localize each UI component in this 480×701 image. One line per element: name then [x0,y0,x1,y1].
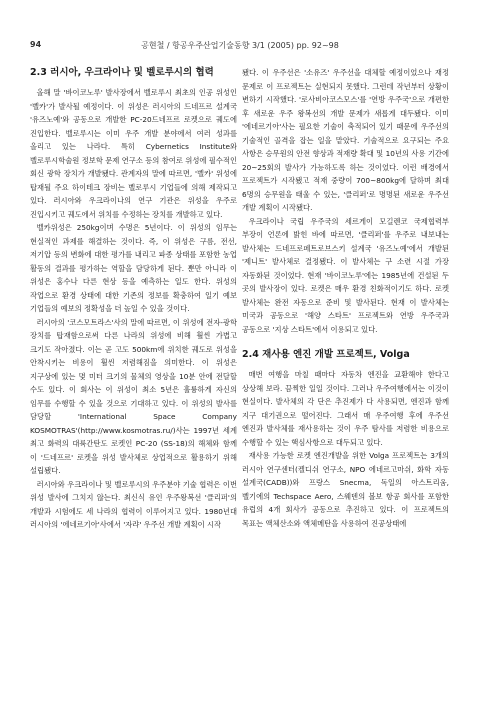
section-heading-2-4: 2.4 재사용 엔진 개발 프로젝트, Volga [242,349,410,360]
left-column [30,66,237,532]
body-paragraph: 우크라이나 국립 우주국의 세르게이 모길렌코 국제협력부 부장이 언론에 밝힌 바에 따르면, '클리퍼'를 우주로 내보내는 발사체는 드네프로페트로브스키 설계국 '유즈노예'에서 개발된 '제니트' 발사체로 결정됐다. 이 발사체는 구 소련 시절 가장 자동화된 것이었다. 현재 '바이코노루'에는 1985년에 건설된 두 곳의 발사장이 있다. 로켓은 매우 환경 친화적이기도 하다. 로켓 발사체는 완전 자동으로 준비 및 발사된다. 현재 이 발사체는 미국과 공동으로 '해양 스타트' 프로젝트와 연방 우주국과 공동으로 '지상 스타트'에서 이용되고 있다. [242,216,449,334]
running-title: 공현철 / 항공우주산업기술동향 3/1 (2005) pp. 92~98 [141,41,339,50]
section-heading-2-3: 2.3 러시아, 우크라이나 및 벨로루시의 협력 [30,67,214,78]
page-number: 94 [30,40,42,49]
body-paragraph: 재사용 가능한 로켓 엔진개발을 위한 Volga 프로젝트는 3개의 러시아 연구센터(켈디쉬 연구소, NPO 에네르고마쉬, 화학 자동 설계국(CADB))와 프랑스 Snecma, 독일의 아스트리움, 벨기에의 Techspace Aero, 스웨덴의 볼보 항공 회사를 포함한 유럽의 4개 회사가 공동으로 추진하고 있다. 이 프로젝트의 목표는 액체산소와 액체메탄을 사용하여 진공상태에 [242,451,449,528]
body-paragraph: 올해 말 '바이코노루' 발사장에서 벨로루시 최초의 인공 위성인 '벨카'가 발사될 예정이다. 이 위성은 러시아의 드네프르 설계국 '유즈노예'와 공동으로 개발한 PC-20드네프르 로켓으로 궤도에 진입한다. 벨로루시는 이미 우주 개발 분야에서 여러 성과를 올리고 있는 나라다. 특히 Cybernetics Institute와 벨로루시학술원 정보학 문제 연구소 등의 참여로 위성에 필수적인 회신 광학 장치가 개발됐다. 관계자의 말에 따르면, '벨카' 위성에 탑재될 주요 하이테크 장비는 벨로루시 기업들에 의해 제작되고 있다. 러시아와 우크라이나의 연구 기관은 위성을 우주로 진입시키고 궤도에서 위치를 수정하는 장치를 개발하고 있다. [30,88,237,219]
body-paragraph: 러시아와 우크라이나 및 벨로루시의 우주분야 기술 협력은 이번 위성 발사에 그치지 않는다. 최신식 유인 우주왕복선 '클리퍼'의 개발과 시험에도 세 나라의 협력이 이루어지고 있다. 1980년대 러시아의 '에네르기아'사에서 '자랴' 우주선 개발 계획이 시작 [30,479,237,529]
page-header [30,40,450,52]
body-paragraph: 매번 여행을 마칠 때마다 자동차 엔진을 교환해야 한다고 상상해 보라. 끔찍한 일일 것이다. 그러나 우주여행에서는 이것이 현실이다. 발사체의 각 단은 추진제가 다 사용되면, 엔진과 함께 지구 대기권으로 떨어진다. 그래서 매 우주여행 후에 우주선 엔진과 발사체를 재사용하는 것이 우주 탐사를 저렴한 비용으로 수행할 수 있는 핵심사항으로 대두되고 있다. [242,370,449,447]
body-paragraph: 러시아의 '코스모트라스'사의 말에 따르면, 이 위성에 전자-광학 장치를 탑재함으로써 다른 나라의 위성에 비해 훨씬 가볍고 크기도 작아졌다. 이는 곧 고도 500km에 위치한 궤도로 위성을 안착시키는 비용이 훨씬 저렴해짐을 의미한다. 이 위성은 지구상에 있는 몇 미터 크기의 물체의 영상을 10분 안에 전달할 수도 있다. 이 회사는 이 위성이 최소 5년은 훌륭하게 자신의 임무를 수행할 수 있을 것으로 기대하고 있다. 이 위성의 발사를 담당할 'International Space Company KOSMOTRAS'(http://www.kosmotras.ru/)사는 1997년 세계 최고 화력의 대륙간탄도 로켓인 PC-20 (SS-18)의 해체와 함께 이 '드네프르' 로켓을 위성 발사체로 상업적으로 활용하기 위해 설립됐다. [30,317,237,475]
body-paragraph: 됐다. 이 우주선은 '소유즈' 우주선을 대체할 예정이었으나 재정 문제로 이 프로젝트는 실현되지 못했다. 그런데 작년부터 상황이 변하기 시작했다. '로사비아코스모스'를 '연방 우주국'으로 개편한 후 새로운 우주 왕복선의 개발 문제가 새롭게 대두됐다. 이미 '에네르기아'사는 필요한 기술이 축적되어 있기 때문에 우주선의 기술적인 골격을 잡는 일을 맡았다. 기술적으로 요구되는 주요 사항은 승무원의 안전 향상과 적재량 확대 및 10년의 사용 기간에 20~25회의 발사가 가능하도록 하는 것이었다. 이런 배경에서 프로젝트가 시작됐고 적재 중량이 700~800kg에 달하며 최대 6명의 승무원을 태울 수 있는, '클리퍼'로 명명된 새로운 우주선 개발 계획이 시작됐다. [242,68,449,212]
body-paragraph: 벨카위성은 250kg이며 수명은 5년이다. 이 위성의 임무는 현실적인 과제를 해결하는 것이다. 즉, 이 위성은 구름, 전선, 저기압 등의 변화에 대한 평가를 내리고 파종 상태를 포함한 농업 활동의 결과를 평가하는 역할을 담당하게 된다. 뿐만 아니라 이 위성은 홍수나 다른 현상 등을 예측하는 일도 한다. 위성의 작업으로 환경 상태에 대한 기존의 정보를 확충하여 일기 예보 기업들의 예보의 정확성을 더 높일 수 있을 것이다. [30,223,237,313]
right-column [242,66,449,530]
